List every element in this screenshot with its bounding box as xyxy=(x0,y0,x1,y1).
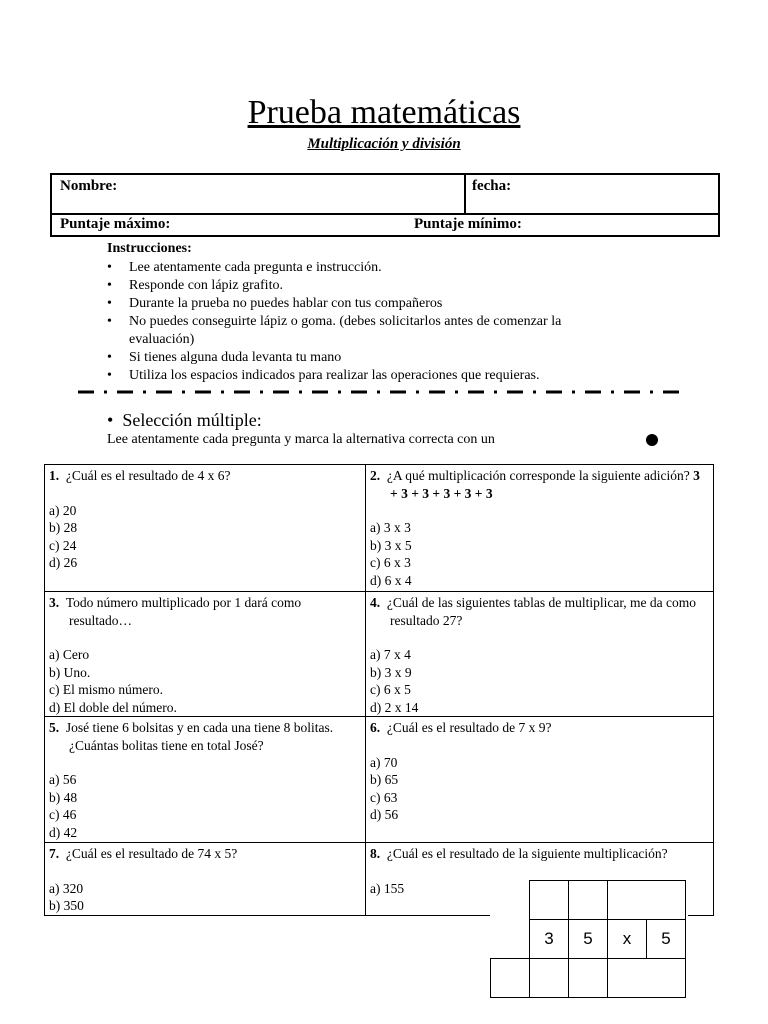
instruction-item: • Durante la prueba no puedes hablar con tus compañeros xyxy=(107,296,443,311)
question-cell xyxy=(366,592,714,717)
section-description: Lee atentamente cada pregunta y marca la alternativa correcta con un xyxy=(107,432,495,447)
option[interactable]: a) 320 xyxy=(49,880,84,896)
option[interactable]: a) 70 xyxy=(370,754,398,770)
bullet-icon: • xyxy=(107,368,112,383)
question-text: 8. ¿Cuál es el resultado de la siguiente multiplicación? xyxy=(370,846,668,861)
grid-digit: 5 xyxy=(647,920,686,959)
option[interactable]: a) Cero xyxy=(49,647,90,662)
bullet-icon: • xyxy=(107,350,112,365)
option[interactable]: b) 28 xyxy=(49,520,78,535)
multiplication-grid xyxy=(490,880,688,998)
question-cell xyxy=(45,717,366,843)
option[interactable]: c) 63 xyxy=(370,789,398,805)
option[interactable]: b) 350 xyxy=(49,898,84,913)
question-cell xyxy=(45,592,366,717)
instruction-item: • Utiliza los espacios indicados para realizar las operaciones que requieras. xyxy=(107,368,540,383)
grid-cell[interactable] xyxy=(530,881,569,920)
bullet-icon: • xyxy=(107,278,112,293)
option[interactable]: a) 20 xyxy=(49,502,77,518)
info-divider xyxy=(464,175,466,213)
score-info-box xyxy=(50,213,720,237)
instruction-item: • Si tienes alguna duda levanta tu mano xyxy=(107,350,342,365)
fecha-label: fecha: xyxy=(472,178,512,194)
option[interactable]: d) El doble del número. xyxy=(49,699,177,715)
option[interactable]: c) 6 x 5 xyxy=(370,682,411,697)
question-cell xyxy=(366,465,714,592)
option[interactable]: c) 6 x 3 xyxy=(370,555,411,570)
grid-cell[interactable] xyxy=(530,959,569,998)
question-text: 2. ¿A qué multiplicación corresponde la siguiente adición? 3 + 3 + 3 + 3 + 3 + 3 xyxy=(370,468,700,501)
question-cell xyxy=(45,843,366,916)
student-info-box xyxy=(50,173,720,215)
instructions-list xyxy=(107,259,627,385)
question-text: 1. ¿Cuál es el resultado de 4 x 6? xyxy=(49,468,231,483)
bullet-icon: • xyxy=(107,260,112,275)
question-cell xyxy=(45,465,366,592)
option[interactable]: d) 6 x 4 xyxy=(370,572,412,588)
grid-cell[interactable] xyxy=(608,959,686,998)
bullet-icon: • xyxy=(107,314,112,329)
question-cell xyxy=(366,717,714,843)
instruction-item: • No puedes conseguirte lápiz o goma. (debes solicitarlos antes de comenzar la evaluación) xyxy=(107,314,562,347)
option[interactable]: c) 24 xyxy=(49,537,77,553)
section-title: • Selección múltiple: xyxy=(107,410,262,430)
page-title: Prueba matemáticas xyxy=(247,94,521,131)
instruction-item: • Responde con lápiz grafito. xyxy=(107,278,283,293)
instructions-heading: Instrucciones: xyxy=(107,241,192,256)
option[interactable]: b) 48 xyxy=(49,789,78,805)
option[interactable]: b) 65 xyxy=(370,772,399,787)
page-subtitle: Multiplicación y división xyxy=(307,136,461,152)
question-text: 3. Todo número multiplicado por 1 dará como resultado… xyxy=(49,595,302,628)
option[interactable]: a) 7 x 4 xyxy=(370,647,411,662)
questions-table xyxy=(44,464,714,916)
question-text: 4. ¿Cuál de las siguientes tablas de multiplicar, me da como resultado 27? xyxy=(370,595,696,628)
puntaje-minimo-label: Puntaje mínimo: xyxy=(414,216,522,232)
grid-cell[interactable] xyxy=(608,881,686,920)
grid-operator: x xyxy=(608,920,647,959)
option[interactable]: c) 46 xyxy=(49,807,77,822)
option[interactable]: a) 3 x 3 xyxy=(370,520,411,535)
grid-blank xyxy=(491,920,530,959)
grid-digit: 3 xyxy=(530,920,569,959)
option[interactable]: a) 155 xyxy=(370,880,405,896)
grid-digit: 5 xyxy=(569,920,608,959)
option[interactable]: c) El mismo número. xyxy=(49,682,163,697)
grid-cell[interactable] xyxy=(569,881,608,920)
option[interactable]: b) Uno. xyxy=(49,664,91,680)
option[interactable]: d) 2 x 14 xyxy=(370,699,419,715)
question-text: 5. José tiene 6 bolsitas y en cada una tiene 8 bolitas. ¿Cuántas bolitas tiene en total José? xyxy=(49,720,334,753)
option[interactable]: a) 56 xyxy=(49,772,77,787)
puntaje-maximo-label: Puntaje máximo: xyxy=(60,216,171,232)
option[interactable]: b) 3 x 5 xyxy=(370,537,412,553)
option[interactable]: d) 26 xyxy=(49,555,78,570)
option[interactable]: d) 42 xyxy=(49,824,78,840)
grid-blank xyxy=(491,881,530,920)
instruction-item: • Lee atentamente cada pregunta e instrucción. xyxy=(107,260,382,275)
question-text: 7. ¿Cuál es el resultado de 74 x 5? xyxy=(49,846,238,861)
question-text: 6. ¿Cuál es el resultado de 7 x 9? xyxy=(370,720,552,735)
option[interactable]: b) 3 x 9 xyxy=(370,664,412,680)
nombre-label: Nombre: xyxy=(60,178,118,194)
option[interactable]: d) 56 xyxy=(370,807,399,822)
dash-dot-divider xyxy=(78,386,688,398)
filled-circle-icon xyxy=(646,434,658,446)
grid-cell[interactable] xyxy=(569,959,608,998)
grid-cell[interactable] xyxy=(491,959,530,998)
bullet-icon: • xyxy=(107,296,112,311)
